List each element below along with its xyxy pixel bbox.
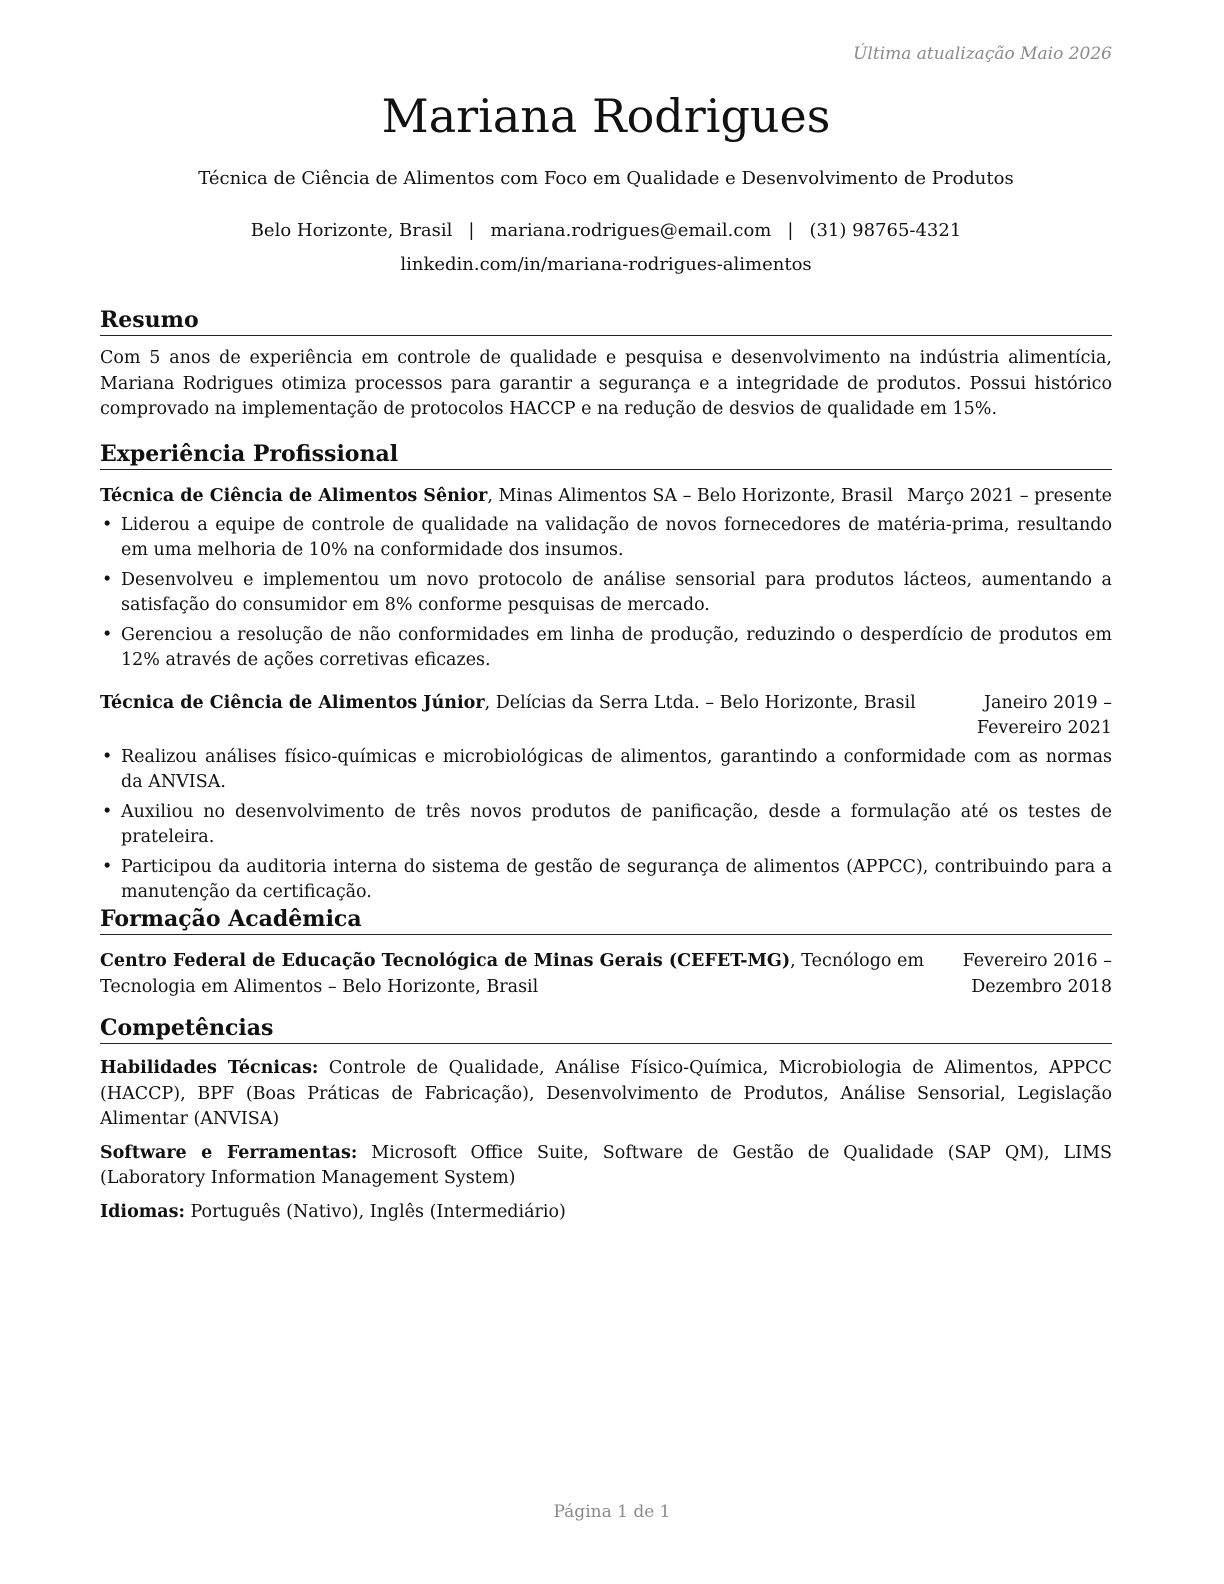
skill-text: Microsoft Office Suite, Software de Gestão de Qualidade (SAP QM), LIMS (Laboratory Information Management System) — [100, 1142, 1112, 1188]
skill-text: Controle de Qualidade, Análise Físico-Química, Microbiologia de Alimentos, APPCC (HACCP), BPF (Boas Práticas de Fabricação), Desenvolvimento de Produtos, Análise Sensorial, Legislação Alimentar (ANVISA) — [100, 1058, 1112, 1129]
headline: Técnica de Ciência de Alimentos com Foco em Qualidade e Desenvolvimento de Produtos — [198, 168, 1014, 189]
job-dates: Janeiro 2019 – Fevereiro 2021 — [976, 693, 1112, 738]
bullet-icon: • — [102, 747, 113, 767]
bullet-text: Gerenciou a resolução de não conformidades em linha de produção, reduzindo o desperdício de produtos em 12% através de ações corretivas eficazes. — [121, 625, 1112, 670]
skill-group — [100, 1056, 1112, 1133]
section-title: Competências — [100, 1014, 1112, 1044]
bullet-icon: • — [102, 625, 113, 645]
bullet-icon: • — [102, 515, 113, 535]
summary-text: Com 5 anos de experiência em controle de qualidade e pesquisa e desenvolvimento na indústria alimentícia, Mariana Rodrigues otimiza processos para garantir a segurança e a integridade de produtos. Possui histórico comprovado na implementação de protocolos HACCP e na redução de desvios de qualidade em 15%. — [100, 348, 1112, 419]
bullet-icon: • — [102, 802, 113, 822]
list-item — [100, 623, 1112, 673]
contact-line — [100, 219, 1112, 243]
education-details — [100, 949, 960, 1000]
bullet-text: Desenvolveu e implementou um novo protocolo de análise sensorial para produtos lácteos, aumentando a satisfação do consumidor em 8% conforme pesquisas de mercado. — [121, 570, 1112, 615]
contact-phone: (31) 98765-4321 — [809, 220, 962, 241]
bullet-text: Participou da auditoria interna do sistema de gestão de segurança de alimentos (APPCC), contribuindo para a manutenção da certificação. — [121, 857, 1112, 902]
section-title: Formação Acadêmica — [100, 905, 1112, 935]
education-degree: , Tecnólogo em Tecnologia em Alimentos – Belo Horizonte, Brasil — [100, 951, 924, 997]
job-company: , Minas Alimentos SA – Belo Horizonte, Brasil — [487, 486, 893, 506]
contact-separator: | — [787, 220, 794, 241]
skill-label: Habilidades Técnicas: — [100, 1058, 319, 1078]
list-item — [100, 855, 1112, 905]
job-header-row — [100, 691, 1112, 741]
contact-location: Belo Horizonte, Brasil — [250, 220, 453, 241]
education-section — [100, 905, 1112, 1000]
job-role: Técnica de Ciência de Alimentos Sênior — [100, 486, 488, 506]
section-title: Resumo — [100, 306, 1112, 336]
last-updated: Última atualização Maio 2026 — [853, 44, 1112, 64]
bullet-text: Auxiliou no desenvolvimento de três novos produtos de panificação, desde a formulação até os testes de prateleira. — [121, 802, 1112, 847]
candidate-name: Mariana Rodrigues — [381, 89, 831, 143]
education-institution: Centro Federal de Educação Tecnológica de Minas Gerais (CEFET-MG) — [100, 951, 791, 971]
bullet-icon: • — [102, 570, 113, 590]
skills-section — [100, 1014, 1112, 1225]
list-item — [100, 800, 1112, 850]
job-header — [100, 691, 1112, 741]
job-header — [100, 484, 1112, 509]
page-number: Página 1 de 1 — [553, 1502, 671, 1522]
bullet-text: Liderou a equipe de controle de qualidade na validação de novos fornecedores de matéria-prima, resultando em uma melhoria de 10% na conformidade dos insumos. — [121, 515, 1112, 560]
experience-section — [100, 440, 1112, 910]
contact-linkedin[interactable]: linkedin.com/in/mariana-rodrigues-alimentos — [400, 254, 812, 275]
summary-section — [100, 306, 1112, 423]
contact-separator: | — [468, 220, 475, 241]
list-item — [100, 513, 1112, 563]
skill-label: Software e Ferramentas: — [100, 1142, 358, 1163]
education-entry — [100, 949, 1112, 1000]
job-role: Técnica de Ciência de Alimentos Júnior — [100, 693, 485, 713]
education-dates: Fevereiro 2016 – Dezembro 2018 — [962, 951, 1112, 997]
skill-group — [100, 1200, 1112, 1226]
job-company: , Delícias da Serra Ltda. – Belo Horizonte, Brasil — [484, 693, 916, 713]
list-item — [100, 745, 1112, 795]
job-bullets — [100, 513, 1112, 673]
skill-label: Idiomas: — [100, 1201, 185, 1222]
job-title-line — [100, 691, 930, 741]
section-title: Experiência Profissional — [100, 440, 1112, 470]
list-item — [100, 568, 1112, 618]
skill-text: Português (Nativo), Inglês (Intermediário) — [184, 1201, 566, 1222]
job-bullets — [100, 745, 1112, 905]
job-dates: Março 2021 – presente — [907, 486, 1112, 506]
bullet-text: Realizou análises físico-químicas e microbiológicas de alimentos, garantindo a conformidade com as normas da ANVISA. — [121, 747, 1112, 792]
bullet-icon: • — [102, 857, 113, 877]
skill-group — [100, 1141, 1112, 1192]
contact-email[interactable]: mariana.rodrigues@email.com — [490, 220, 772, 241]
